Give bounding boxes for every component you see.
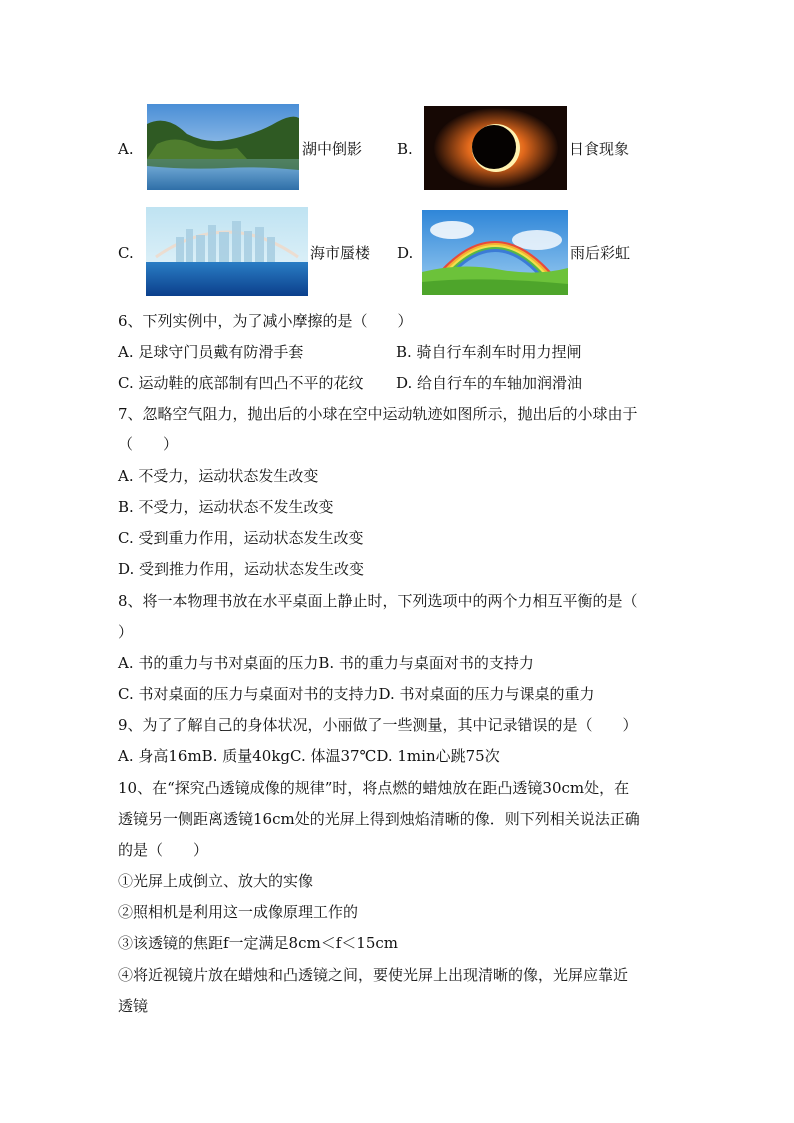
question-6-option-d: D. 给自行车的车轴加润滑油 bbox=[396, 374, 583, 392]
mirage-image bbox=[146, 207, 308, 296]
option-a-letter: A. bbox=[118, 140, 134, 158]
option-d-caption: 雨后彩虹 bbox=[570, 244, 631, 262]
question-6-option-a: A. 足球守门员戴有防滑手套 bbox=[118, 343, 304, 361]
question-10-statement-4: ④将近视镜片放在蜡烛和凸透镜之间，要使光屏上出现清晰的像，光屏应靠近 bbox=[118, 966, 629, 984]
question-7-option-d: D. 受到推力作用，运动状态发生改变 bbox=[118, 560, 365, 578]
question-8-stem: 8、将一本物理书放在水平桌面上静止时，下列选项中的两个力相互平衡的是（ bbox=[118, 592, 638, 610]
question-8-options-cd: C. 书对桌面的压力与桌面对书的支持力D. 书对桌面的压力与课桌的重力 bbox=[118, 685, 595, 703]
question-9-options: A. 身高16mB. 质量40kgC. 体温37℃D. 1min心跳75次 bbox=[118, 747, 500, 765]
question-8-stem-cont: ） bbox=[118, 623, 134, 641]
question-10-stem-cont: 透镜另一侧距离透镜16cm处的光屏上得到烛焰清晰的像．则下列相关说法正确 bbox=[118, 810, 640, 828]
option-a-caption: 湖中倒影 bbox=[302, 140, 363, 158]
question-6-option-c: C. 运动鞋的底部制有凹凸不平的花纹 bbox=[118, 374, 364, 392]
option-c-letter: C. bbox=[118, 244, 134, 262]
question-7-stem: 7、忽略空气阻力，抛出后的小球在空中运动轨迹如图所示，抛出后的小球由于 bbox=[118, 405, 638, 423]
option-b-letter: B. bbox=[397, 140, 413, 158]
question-10-statement-2: ②照相机是利用这一成像原理工作的 bbox=[118, 903, 359, 921]
option-b-caption: 日食现象 bbox=[569, 140, 630, 158]
option-d-letter: D. bbox=[397, 244, 414, 262]
rainbow-image bbox=[422, 210, 568, 295]
question-10-stem-end: 的是（ ） bbox=[118, 841, 209, 859]
question-10-statement-4-cont: 透镜 bbox=[118, 997, 149, 1015]
question-7-option-c: C. 受到重力作用，运动状态发生改变 bbox=[118, 529, 364, 547]
question-8-options-ab: A. 书的重力与书对桌面的压力B. 书的重力与桌面对书的支持力 bbox=[118, 654, 534, 672]
question-7-option-b: B. 不受力，运动状态不发生改变 bbox=[118, 498, 334, 516]
question-6-option-b: B. 骑自行车刹车时用力捏闸 bbox=[396, 343, 582, 361]
question-10-statement-1: ①光屏上成倒立、放大的实像 bbox=[118, 872, 314, 890]
question-6-stem: 6、下列实例中，为了减小摩擦的是（ ） bbox=[118, 312, 413, 330]
lake-reflection-image bbox=[147, 104, 299, 190]
option-c-caption: 海市蜃楼 bbox=[310, 244, 371, 262]
question-7-option-a: A. 不受力，运动状态发生改变 bbox=[118, 467, 319, 485]
question-10-stem: 10、在“探究凸透镜成像的规律”时，将点燃的蜡烛放在距凸透镜30cm处，在 bbox=[118, 779, 630, 797]
question-9-stem: 9、为了了解自己的身体状况，小丽做了一些测量，其中记录错误的是（ ） bbox=[118, 716, 638, 734]
question-10-statement-3: ③该透镜的焦距f一定满足8cm＜f＜15cm bbox=[118, 934, 398, 952]
solar-eclipse-image bbox=[424, 106, 567, 190]
question-7-stem-cont: （ ） bbox=[118, 435, 179, 453]
